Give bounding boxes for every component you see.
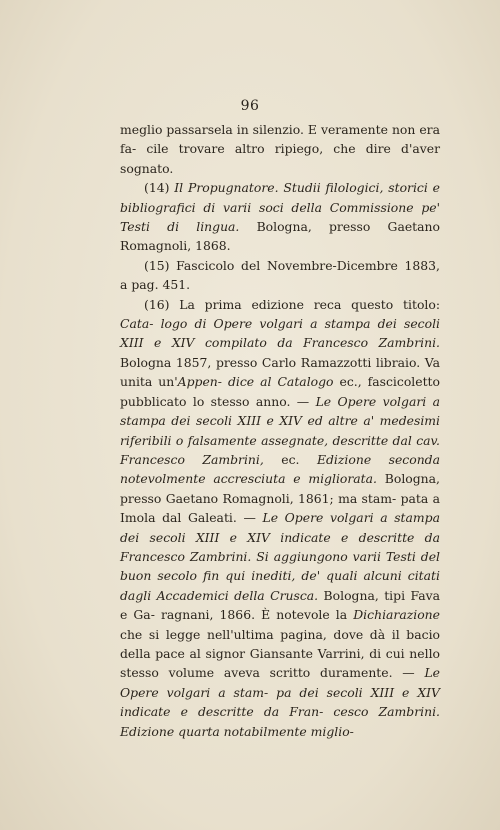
italic-text-run: Il Propugnatore. Studii filologici, storici e bibliografici di varii soci della Commissione pe' Testi di lingua. bbox=[120, 180, 440, 235]
text-run: Bologna, presso Gaetano Romagnoli, 1861; ma stam- pata a Imola dal Galeati. — bbox=[120, 471, 440, 526]
footnote-16 bbox=[120, 295, 440, 741]
text-run: ec. bbox=[263, 451, 317, 467]
text-run: (16) La prima edizione reca questo titolo: bbox=[144, 296, 440, 312]
text-run: ec., fascicoletto pubblicato lo stesso anno. — bbox=[120, 374, 440, 409]
text-run: Bologna 1857, presso Carlo Ramazzotti libraio. Va unita un' bbox=[120, 354, 440, 390]
text-run: (14) bbox=[144, 180, 175, 196]
text-block bbox=[120, 120, 440, 741]
text-run: Bologna, presso Gaetano Romagnoli, 1868. bbox=[120, 219, 440, 254]
italic-text-run: Le Opere volgari a stampa dei secoli XIII e XIV indicate e descritte da Francesco Zambrini. Si aggiungono varii Testi del buon secolo fin qui inediti, de' quali alcuni citati dagli Accademici della Crusca. bbox=[120, 510, 440, 603]
italic-text-run: Appen- dice al Catalogo bbox=[177, 374, 334, 390]
footnote-14 bbox=[120, 178, 440, 256]
text-run: Bologna, tipi Fava e Ga- ragnani, 1866. È notevole la bbox=[120, 587, 440, 623]
page-number: 96 bbox=[240, 98, 260, 114]
italic-text-run: Cata- logo di Opere volgari a stampa dei secoli XIII e XIV compilato da Francesco Zambrini. bbox=[120, 316, 440, 351]
text-run: (15) Fascicolo del Novembre-Dicembre 1883, a pag. 451. bbox=[120, 257, 440, 293]
paragraph-continuation bbox=[120, 120, 440, 178]
italic-text-run: Le Opere volgari a stampa dei secoli XIII e XIV ed altre a' medesimi riferibili o falsamente assegnate, descritte dal cav. Francesco Zambrini, bbox=[120, 393, 440, 467]
text-run: che si legge nell'ultima pagina, dove dà il bacio della pace al signor Giansante Varrini, di cui nello stesso volume aveva scritto duramente. — bbox=[120, 626, 440, 681]
italic-text-run: Le Opere volgari a stam- pa dei secoli XIII e XIV indicate e descritte da Fran- cesco Zambrini. Edizione quarta notabilmente miglio- bbox=[120, 665, 440, 739]
italic-text-run: Edizione seconda notevolmente accresciuta e migliorata. bbox=[120, 451, 440, 487]
text-run: meglio passarsela in silenzio. E veramente non era fa- cile trovare altro ripiego, che dire d'aver sognato. bbox=[120, 122, 440, 176]
italic-text-run: Dichiarazione bbox=[353, 607, 440, 623]
footnote-15 bbox=[120, 256, 440, 295]
